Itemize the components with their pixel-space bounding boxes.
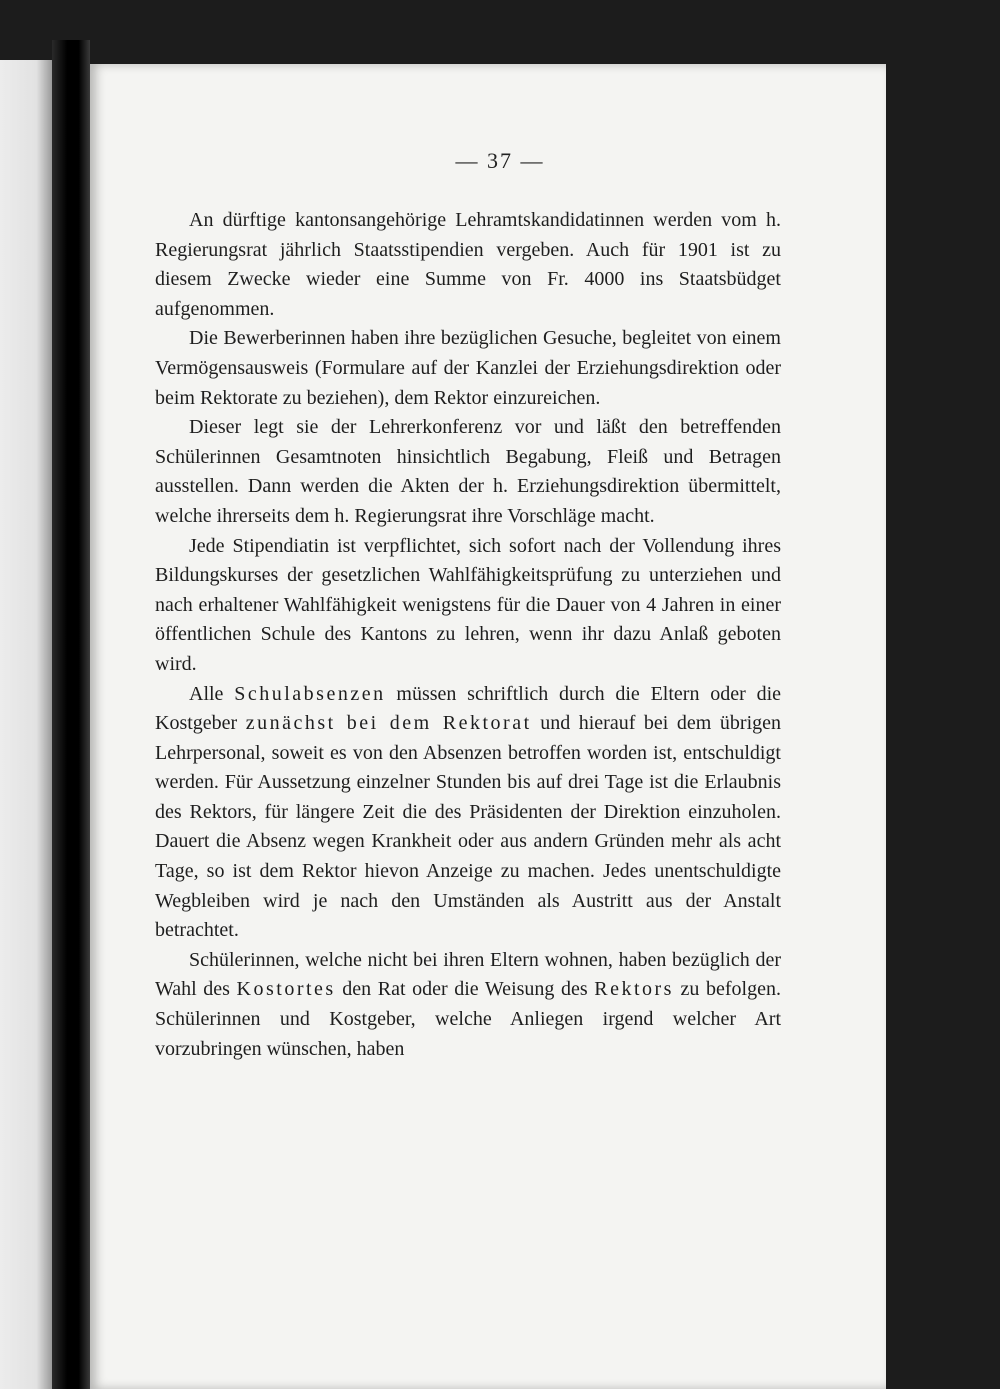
paragraph-text: Die Bewerberinnen haben ihre bezüglichen Gesuche, begleitet von einem Vermögensausweis (Formulare auf der Kanzlei der Erziehungsdirektion oder beim Rektorate zu beziehen), dem Rektor einzureichen. <box>155 327 781 409</box>
page-number: — 37 — <box>455 148 545 173</box>
paragraph <box>155 413 781 531</box>
paragraph-text: den Rat oder die Weisung des <box>335 978 595 1001</box>
paragraph-text: müssen schriftlich durch die Eltern oder die Kostgeber <box>155 682 781 735</box>
spaced-emphasis-text: Kostortes <box>236 978 336 1001</box>
book-gutter <box>52 40 90 1389</box>
spaced-emphasis-text: Schulabsenzen <box>234 682 386 705</box>
paragraph <box>155 324 781 413</box>
spaced-emphasis-text: zunächst bei dem Rektorat <box>245 712 532 735</box>
paragraph <box>155 946 781 1064</box>
paragraph-text: Schülerinnen, welche nicht bei ihren Eltern wohnen, haben bezüglich der Wahl des <box>155 948 781 1001</box>
paragraph-text: und hierauf bei dem übrigen Lehrpersonal, soweit es von den Absenzen betroffen worden ist, entschuldigt werden. Für Aussetzung einzelner Stunden bis auf drei Tage ist die Erlaubnis des Rektors, für längere Zeit die des Präsidenten der Direktion einzuholen. Dauert die Absenz wegen Krankheit oder aus andern Gründen mehr als acht Tage, so ist dem Rektor hievon Anzeige zu machen. Jedes unentschuldigte Wegbleiben wird je nach den Umständen als Austritt aus der Anstalt betrachtet. <box>155 712 782 942</box>
paragraph <box>155 532 781 680</box>
paragraph-text: Dieser legt sie der Lehrerkonferenz vor und läßt den betreffenden Schülerinnen Gesamtnoten hinsichtlich Begabung, Fleiß und Betragen ausstellen. Dann werden die Akten der h. Erziehungsdirektion übermittelt, welche ihrerseits dem h. Regierungsrat ihre Vorschläge macht. <box>155 416 781 527</box>
paragraph-text: An dürftige kantonsangehörige Lehramtskandidatinnen werden vom h. Regierungsrat jährlich Staatsstipendien vergeben. Auch für 1901 ist zu diesem Zwecke wieder eine Summe von Fr. 4000 ins Staatsbüdget aufgenommen. <box>155 209 781 320</box>
paragraph-text: Jede Stipendiatin ist verpflichtet, sich sofort nach der Vollendung ihres Bildungskurses der gesetzlichen Wahlfähigkeitsprüfung zu unterziehen und nach erhaltener Wahlfähigkeit wenigstens für die Dauer von 4 Jahren in einer öffentlichen Schule des Kantons zu lehren, wenn ihr dazu Anlaß geboten wird. <box>155 534 781 675</box>
paragraph-text: Alle <box>189 682 235 705</box>
previous-page-edge <box>0 60 52 1389</box>
paragraph <box>155 206 781 324</box>
page-body-text <box>155 206 781 1064</box>
spaced-emphasis-text: Rektors <box>594 978 674 1001</box>
paragraph-text: zu befolgen. Schülerinnen und Kostgeber, welche Anliegen irgend welcher Art vorzubringen wünschen, haben <box>155 978 781 1060</box>
paragraph <box>155 680 781 946</box>
